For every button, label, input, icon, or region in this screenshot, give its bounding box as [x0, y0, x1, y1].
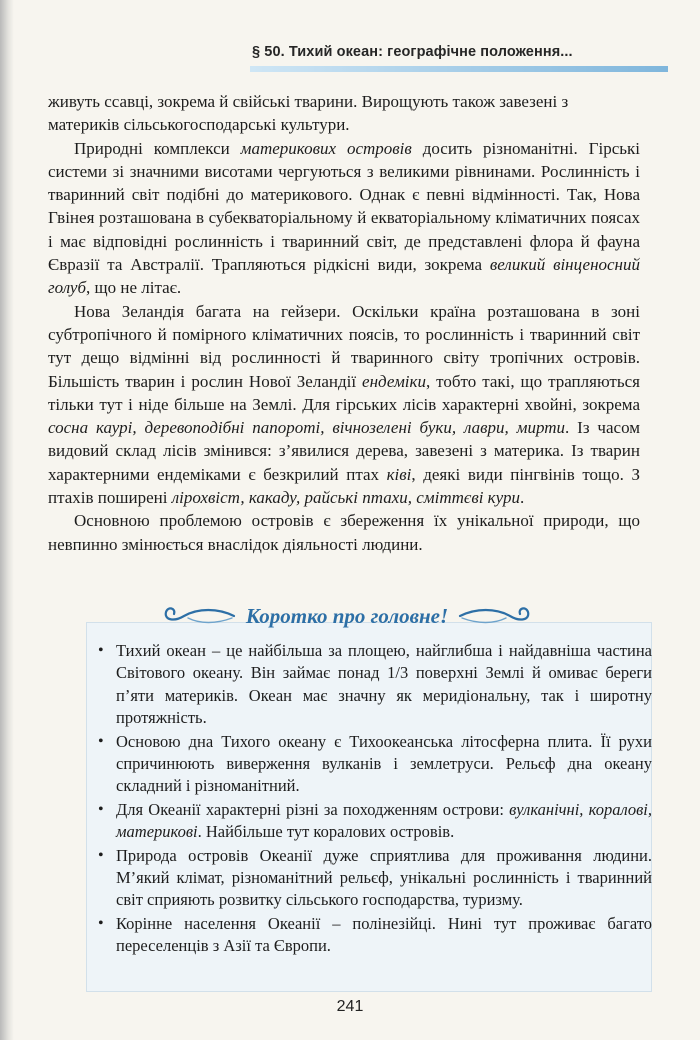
- italic-term: сосна каурі, деревоподібні папороті, вічнозелені буки, лаври, мирти: [48, 418, 566, 438]
- text-run: Природні комплекси: [74, 138, 241, 158]
- italic-term: ківі: [386, 464, 412, 484]
- left-flourish-icon: [158, 604, 236, 628]
- bullet-icon: •: [98, 914, 104, 932]
- italic-term: великий вінценосний голуб: [48, 255, 640, 298]
- summary-title: Коротко про головне!: [245, 603, 449, 628]
- text-run: Корінне населення Океанії – полінезійці. Нині тут проживає багато переселенців з Азії та Європи.: [116, 913, 652, 956]
- summary-item: [96, 913, 652, 958]
- paragraph: [48, 137, 640, 300]
- summary-list: [96, 640, 652, 959]
- paragraph: [48, 300, 640, 510]
- italic-term: материкових островів: [240, 138, 412, 158]
- summary-item: [96, 640, 652, 730]
- text-run: досить різноманітні. Гірські системи зі значними висотами чергуються з великими рівнинами. Рослинність і тваринний світ подібні до материкового. Однак є певні відмінності. Так, Нова Гвінея розташована в субекваторіальному й екваторіальному кліматичних поясах і має відповідні рослинність і тваринний світ, де представлені флора й фауна Євразії та Австралії. Трапляються рідкісні види, зокрема: [48, 138, 640, 275]
- text-run: , що не літає.: [86, 278, 182, 298]
- bullet-icon: •: [98, 846, 104, 864]
- bullet-icon: •: [98, 732, 104, 750]
- running-header: § 50. Тихий океан: географічне положення...: [252, 44, 573, 60]
- paragraph: [48, 509, 640, 556]
- text-run: . Найбільше тут коралових островів.: [197, 822, 455, 842]
- text-run: живуть ссавці, зокрема й свійські тварини. Вирощують також завезені з материків сільськогосподарські культури.: [48, 92, 569, 135]
- text-run: Основою дна Тихого океану є Тихоокеанська літосферна плита. Її рухи спричинюють виверження вулканів і землетруси. Рельєф дна океану складний і різноманітний.: [116, 731, 652, 796]
- text-run: , тобто такі, що трапляються тільки тут і ніде більше на Землі. Для гірських лісів характерні хвойні, зокрема: [48, 371, 640, 414]
- header-rule: [250, 66, 668, 72]
- summary-item: [96, 731, 652, 798]
- summary-title-row: [128, 598, 566, 634]
- text-run: . Із часом видовий склад лісів змінився: з’явилися дерева, завезені з материка. Із тварин характерними ендеміками є безкрилий птах: [48, 418, 641, 484]
- summary-item: [96, 799, 652, 844]
- main-text: [48, 90, 640, 556]
- text-run: Природа островів Океанії дуже сприятлива для проживання людини. М’який клімат, різноманітний рельєф, унікальні рослинність і тваринний світ сприяють розвитку сільського господарства, туризму.: [116, 845, 652, 910]
- text-run: .: [519, 488, 525, 508]
- paragraph: [48, 90, 640, 137]
- italic-term: лірохвіст, какаду, райські птахи, сміттєві кури: [171, 488, 520, 508]
- text-run: Основною проблемою островів є збереження їх унікальної природи, що невпинно змінюється внаслідок діяльності людини.: [48, 511, 640, 554]
- italic-term: вулканічні, коралові, материкові: [116, 799, 652, 842]
- right-flourish-icon: [458, 604, 536, 628]
- bullet-icon: •: [98, 642, 104, 659]
- text-run: , деякі види пінгвінів тощо. З птахів поширені: [48, 464, 641, 508]
- text-run: Тихий океан – це найбільша за площею, найглибша і найдавніша частина Світового океану. Він займає понад 1/3 поверхні Землі й омиває береги п’яти материків. Океан має значну як меридіональну, так і широтну протяжність.: [116, 641, 652, 728]
- summary-item: [96, 845, 652, 912]
- text-run: Нова Зеландія багата на гейзери. Оскільки країна розташована в зоні субтропічного й помірного кліматичних поясів, то рослинність і тваринний світ тут дещо відмінні від рослинності й тваринного світу тропічних островів. Більшість тварин і рослин Нової Зеландії: [48, 301, 640, 391]
- page-binding-edge: [0, 0, 14, 1040]
- bullet-icon: •: [98, 800, 104, 818]
- page-number: 241: [336, 998, 364, 1015]
- text-run: Для Океанії характерні різні за походженням острови:: [116, 799, 510, 819]
- italic-term: ендеміки: [362, 371, 426, 391]
